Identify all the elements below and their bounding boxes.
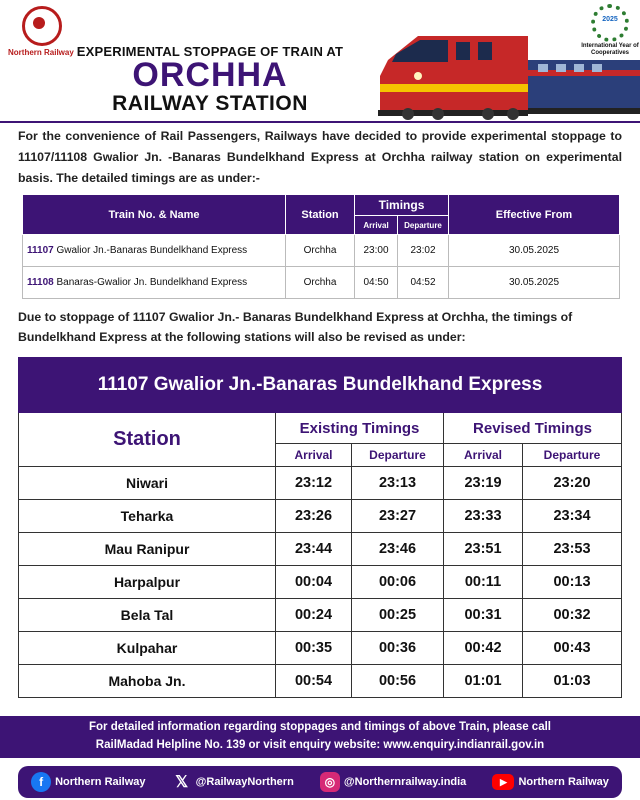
col-departure-header: Departure: [398, 216, 449, 235]
existing-departure: 23:27: [352, 500, 444, 533]
arrival-cell: 23:00: [355, 235, 398, 267]
existing-departure: 00:56: [352, 665, 444, 698]
existing-arrival: 00:24: [276, 599, 352, 632]
instagram-handle: @Northernrailway.india: [343, 776, 467, 788]
table-row: [19, 632, 622, 665]
train-number: 11107: [27, 245, 54, 256]
table-row: [23, 235, 620, 267]
social-facebook[interactable]: [31, 772, 145, 792]
revised-departure: 00:43: [523, 632, 622, 665]
existing-departure: 00:06: [352, 566, 444, 599]
revised-arrival: 01:01: [444, 665, 523, 698]
train-cell: [23, 267, 286, 299]
footer-line-1: For detailed information regarding stoppages and timings of above Train, please call: [88, 721, 551, 733]
table-row: [19, 500, 622, 533]
existing-departure: 23:46: [352, 533, 444, 566]
iyc-ring-icon: 2025: [591, 4, 629, 42]
existing-departure: 00:36: [352, 632, 444, 665]
table-title-row: [19, 358, 622, 413]
train-number: 11108: [27, 277, 54, 288]
header: [0, 0, 640, 122]
col-existing-departure: Departure: [352, 444, 444, 467]
header-subtitle: EXPERIMENTAL STOPPAGE OF TRAIN AT: [76, 44, 344, 59]
revised-arrival: 23:51: [444, 533, 523, 566]
col-station-header: Station: [19, 413, 276, 467]
x-icon: 𝕏: [175, 774, 189, 791]
col-station-header: Station: [286, 195, 355, 235]
youtube-icon: ▶: [492, 774, 514, 790]
train-name: Banaras-Gwalior Jn. Bundelkhand Express: [56, 277, 248, 288]
revised-departure: 23:34: [523, 500, 622, 533]
table-row: [19, 467, 622, 500]
social-youtube[interactable]: [492, 774, 608, 790]
revised-arrival: 23:19: [444, 467, 523, 500]
facebook-icon: f: [31, 772, 51, 792]
arrival-cell: 04:50: [355, 267, 398, 299]
col-existing-arrival: Arrival: [276, 444, 352, 467]
existing-arrival: 23:44: [276, 533, 352, 566]
social-bar: [18, 766, 622, 798]
revised-arrival: 23:33: [444, 500, 523, 533]
col-revised-arrival: Arrival: [444, 444, 523, 467]
revised-arrival: 00:31: [444, 599, 523, 632]
footer-info: [0, 716, 640, 758]
locomotive-icon: [378, 30, 640, 122]
existing-departure: 00:25: [352, 599, 444, 632]
table-row: [19, 665, 622, 698]
existing-arrival: 00:35: [276, 632, 352, 665]
revision-paragraph: Due to stoppage of 11107 Gwalior Jn.- Banaras Bundelkhand Express at Orchha, the timings of Bundelkhand Express at the following stations will also be revised as under:: [18, 310, 573, 344]
col-train-header: Train No. & Name: [23, 195, 286, 235]
revised-departure: 00:13: [523, 566, 622, 599]
railway-emblem-icon: [22, 6, 62, 46]
station-name: Niwari: [19, 467, 276, 500]
revised-arrival: 00:11: [444, 566, 523, 599]
table-row: [19, 566, 622, 599]
station-name: Harpalpur: [19, 566, 276, 599]
effective-cell: 30.05.2025: [449, 267, 620, 299]
col-timings-header: Timings: [355, 195, 449, 216]
station-cell: Orchha: [286, 267, 355, 299]
youtube-handle: Northern Railway: [518, 776, 609, 788]
logo-text: Northern Railway: [8, 48, 74, 57]
train-cell: [23, 235, 286, 267]
revised-arrival: 00:42: [444, 632, 523, 665]
col-existing-header: Existing Timings: [276, 413, 444, 444]
departure-cell: 04:52: [398, 267, 449, 299]
existing-arrival: 00:54: [276, 665, 352, 698]
table-header-row: [19, 413, 622, 444]
revised-departure: 23:53: [523, 533, 622, 566]
footer-line-2: RailMadad Helpline No. 139 or visit enquiry website: www.enquiry.indianrail.gov.in: [95, 739, 545, 751]
table-header-row: [23, 195, 620, 216]
instagram-icon: ◎: [320, 772, 340, 792]
station-name: Bela Tal: [19, 599, 276, 632]
stoppage-table: [22, 194, 620, 299]
table-title: 11107 Gwalior Jn.-Banaras Bundelkhand Express: [19, 358, 622, 413]
header-divider: [0, 121, 640, 123]
col-revised-header: Revised Timings: [444, 413, 622, 444]
social-x[interactable]: [172, 772, 294, 792]
table-row: [19, 533, 622, 566]
col-arrival-header: Arrival: [355, 216, 398, 235]
page-title: ORCHHA: [132, 56, 288, 94]
facebook-handle: Northern Railway: [55, 776, 146, 788]
revised-departure: 23:20: [523, 467, 622, 500]
departure-cell: 23:02: [398, 235, 449, 267]
station-name: Kulpahar: [19, 632, 276, 665]
col-revised-departure: Departure: [523, 444, 622, 467]
existing-departure: 23:13: [352, 467, 444, 500]
col-effective-header: Effective From: [449, 195, 620, 235]
station-name: Mahoba Jn.: [19, 665, 276, 698]
existing-arrival: 00:04: [276, 566, 352, 599]
station-cell: Orchha: [286, 235, 355, 267]
existing-arrival: 23:26: [276, 500, 352, 533]
iyc-text: International Year of Cooperatives: [581, 43, 639, 56]
station-name: Teharka: [19, 500, 276, 533]
effective-cell: 30.05.2025: [449, 235, 620, 267]
existing-arrival: 23:12: [276, 467, 352, 500]
social-instagram[interactable]: [320, 772, 466, 792]
x-handle: @RailwayNorthern: [195, 776, 294, 788]
header-subtitle-2: RAILWAY STATION: [112, 92, 308, 115]
station-name: Mau Ranipur: [19, 533, 276, 566]
revised-timings-table: [18, 357, 622, 698]
table-row: [19, 599, 622, 632]
revised-departure: 00:32: [523, 599, 622, 632]
table-row: [23, 267, 620, 299]
train-name: Gwalior Jn.-Banaras Bundelkhand Express: [56, 245, 248, 256]
revised-departure: 01:03: [523, 665, 622, 698]
intro-paragraph: For the convenience of Rail Passengers, Railways have decided to provide experimental stoppage to 11107/11108 Gwalior Jn. -Banaras Bundelkhand Express at Orchha railway station on experimental basis. The detailed timings are as under:-: [18, 129, 622, 185]
